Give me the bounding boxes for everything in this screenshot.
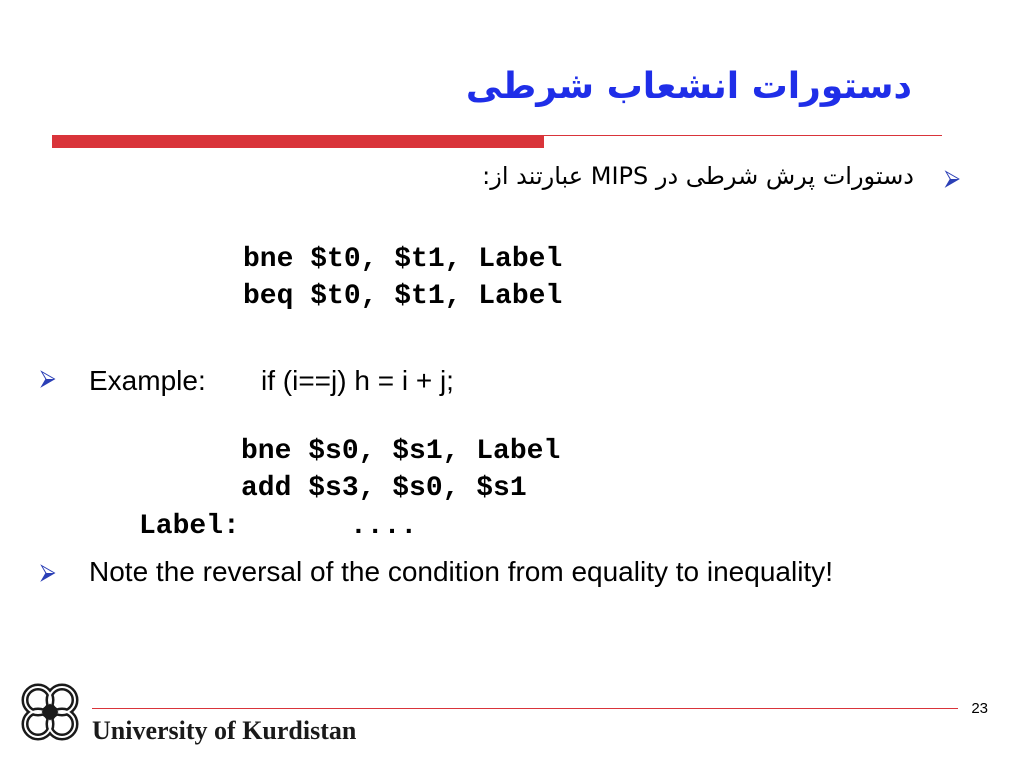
code-line: add $s3, $s0, $s1 xyxy=(241,473,527,504)
code-line: bne $t0, $t1, Label xyxy=(243,244,563,275)
note-text: Note the reversal of the condition from equality to inequality! xyxy=(89,556,833,587)
footer-org-name: University of Kurdistan xyxy=(92,716,357,745)
slide-title: دستورات انشعاب شرطی xyxy=(465,66,912,107)
university-logo-icon xyxy=(14,676,86,748)
rtl-bullet-text: دستورات پرش شرطی در MIPS عبارتند از: xyxy=(482,162,914,190)
example-expression: if (i==j) h = i + j; xyxy=(261,365,454,396)
code-ellipsis: .... xyxy=(350,511,418,542)
bullet-arrow-icon: ⮚ xyxy=(40,560,56,585)
bullet-arrow-icon: ⮚ xyxy=(40,366,56,391)
footer-rule xyxy=(92,708,958,709)
code-line: beq $t0, $t1, Label xyxy=(243,281,563,312)
code-label: Label: xyxy=(139,511,240,542)
bullet-arrow-icon: ⮚ xyxy=(944,166,960,191)
title-rule-thick xyxy=(52,136,544,148)
page-number: 23 xyxy=(971,700,988,717)
code-line: bne $s0, $s1, Label xyxy=(241,436,561,467)
example-label: Example: xyxy=(89,365,206,396)
